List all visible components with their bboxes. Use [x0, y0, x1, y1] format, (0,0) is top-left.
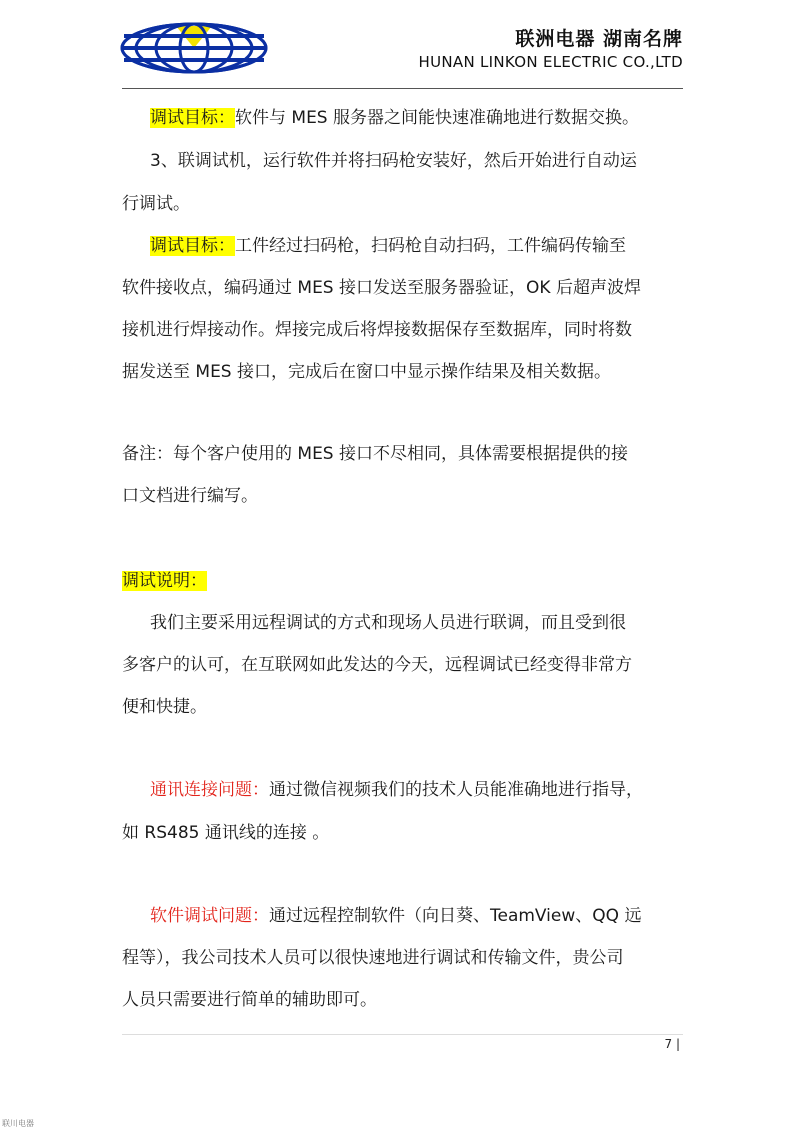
comm-paragraph [150, 778, 720, 802]
explain-line-3: 便和快捷。 [122, 697, 207, 717]
explain-label: 调试说明： [122, 571, 207, 591]
comm-label: 通讯连接问题： [150, 780, 269, 800]
explain-heading [122, 569, 692, 593]
comm-line-2: 如 RS485 通讯线的连接 。 [122, 823, 330, 843]
soft-label: 软件调试问题： [150, 906, 269, 926]
goal2-line-2: 软件接收点，编码通过 MES 接口发送至服务器验证，OK 后超声波焊 [122, 278, 641, 298]
goal2-line-3: 接机进行焊接动作。焊接完成后将焊接数据保存至数据库，同时将数 [122, 320, 632, 340]
header-divider [122, 88, 683, 89]
step3-line-1: 3、联调试机，运行软件并将扫码枪安装好，然后开始进行自动运 [150, 151, 637, 171]
soft-line-1: 通过远程控制软件（向日葵、TeamView、QQ 远 [269, 906, 642, 926]
note-line-2: 口文档进行编写。 [122, 486, 258, 506]
goal1-text: 软件与 MES 服务器之间能快速准确地进行数据交换。 [235, 108, 640, 128]
soft-line-2: 程等），我公司技术人员可以很快速地进行调试和传输文件，贵公司 [122, 948, 624, 968]
explain-line-1: 我们主要采用远程调试的方式和现场人员进行联调，而且受到很 [150, 613, 626, 633]
page-number: 7 | [664, 1037, 680, 1051]
company-name-en: HUNAN LINKON ELECTRIC CO.,LTD [418, 53, 683, 71]
footer-divider [122, 1034, 683, 1035]
comm-line-1: 通过微信视频我们的技术人员能准确地进行指导， [269, 780, 643, 800]
soft-paragraph [150, 904, 720, 928]
note-line-1: 备注：每个客户使用的 MES 接口不尽相同，具体需要根据提供的接 [122, 444, 629, 464]
goal1-paragraph [150, 106, 720, 130]
goal1-label: 调试目标： [150, 108, 235, 128]
company-name-cn: 联洲电器 湖南名牌 [515, 28, 683, 50]
goal2-line-4: 据发送至 MES 接口，完成后在窗口中显示操作结果及相关数据。 [122, 362, 612, 382]
goal2-label: 调试目标： [150, 236, 235, 256]
step3-line-2: 行调试。 [122, 194, 190, 214]
soft-line-3: 人员只需要进行简单的辅助即可。 [122, 990, 377, 1010]
watermark: 联川电器 [2, 1119, 34, 1128]
globe-logo-icon [120, 22, 268, 74]
goal2-paragraph [150, 234, 720, 258]
explain-line-2: 多客户的认可，在互联网如此发达的今天，远程调试已经变得非常方 [122, 655, 632, 675]
goal2-line-1: 工件经过扫码枪，扫码枪自动扫码，工件编码传输至 [235, 236, 626, 256]
